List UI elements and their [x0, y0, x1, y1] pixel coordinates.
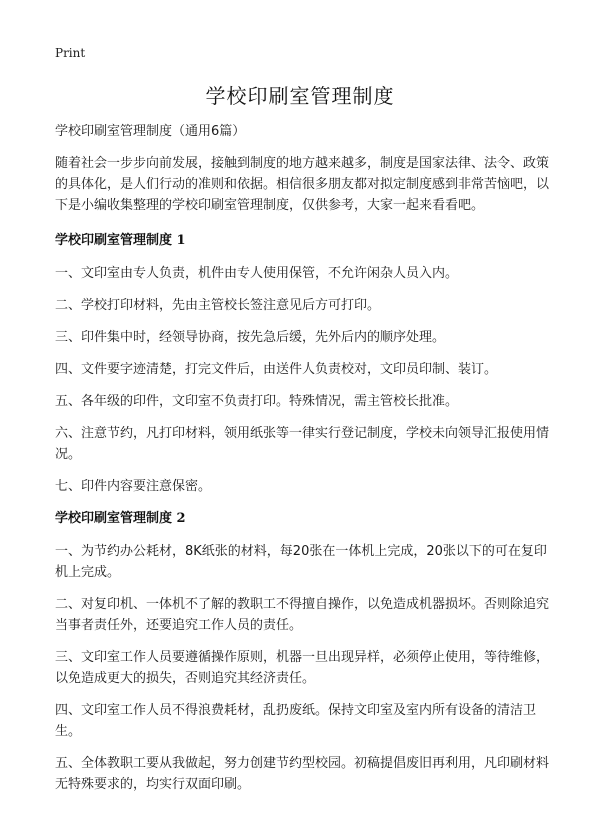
section-1 [55, 230, 550, 497]
document-subtitle: 学校印刷室管理制度（通用6篇） [55, 124, 246, 139]
list-item: 一、文印室由专人负责，机件由专人使用保管，不允许闲杂人员入内。 [55, 266, 459, 281]
section-heading-number: 1 [176, 233, 186, 248]
list-item: 二、对复印机、一体机不了解的教职工不得擅自操作，以免造成机器损坏。否则除追究当事者责任外，还要追究工作人员的责任。 [55, 597, 550, 633]
document-body [55, 121, 550, 806]
list-item: 三、印件集中时，经领导协商，按先急后缓，先外后内的顺序处理。 [55, 330, 446, 345]
list-item: 七、印件内容要注意保密。 [55, 479, 212, 494]
page-title: 学校印刷室管理制度 [205, 84, 395, 108]
section-heading-text: 学校印刷室管理制度 [55, 233, 173, 248]
list-item: 三、文印室工作人员要遵循操作原则，机器一旦出现异样，必须停止使用，等待维修，以免造成更大的损失，否则追究其经济责任。 [55, 650, 550, 686]
print-label: Print [55, 46, 86, 60]
list-item: 四、文印室工作人员不得浪费耗材，乱扔废纸。保持文印室及室内所有设备的清洁卫生。 [55, 703, 537, 739]
list-item: 四、文件要字迹清楚，打完文件后，由送件人负责校对，文印员印制、装订。 [55, 362, 498, 377]
list-item: 一、为节约办公耗材，8K纸张的材料，每20张在一体机上完成，20张以下的可在复印机上完成。 [55, 544, 547, 580]
section-heading-text: 学校印刷室管理制度 [55, 511, 173, 526]
section-heading [55, 230, 550, 251]
list-item: 五、全体教职工要从我做起，努力创建节约型校园。初稿提倡废旧再利用，凡印刷材料无特殊要求的，均实行双面印刷。 [55, 756, 550, 792]
list-item: 二、学校打印材料，先由主管校长签注意见后方可打印。 [55, 298, 381, 313]
section-2 [55, 508, 550, 795]
list-item: 六、注意节约，凡打印材料，领用纸张等一律实行登记制度，学校未向领导汇报使用情况。 [55, 426, 550, 462]
section-heading-number: 2 [176, 511, 186, 526]
intro-paragraph: 随着社会一步步向前发展，接触到制度的地方越来越多，制度是国家法律、法令、政策的具体化，是人们行动的准则和依据。相信很多朋友都对拟定制度感到非常苦恼吧，以下是小编收集整理的学校印刷室管理制度，仅供参考，大家一起来看看吧。 [55, 156, 550, 213]
section-heading [55, 508, 550, 529]
list-item: 五、各年级的印件，文印室不负责打印。特殊情况，需主管校长批准。 [55, 394, 459, 409]
